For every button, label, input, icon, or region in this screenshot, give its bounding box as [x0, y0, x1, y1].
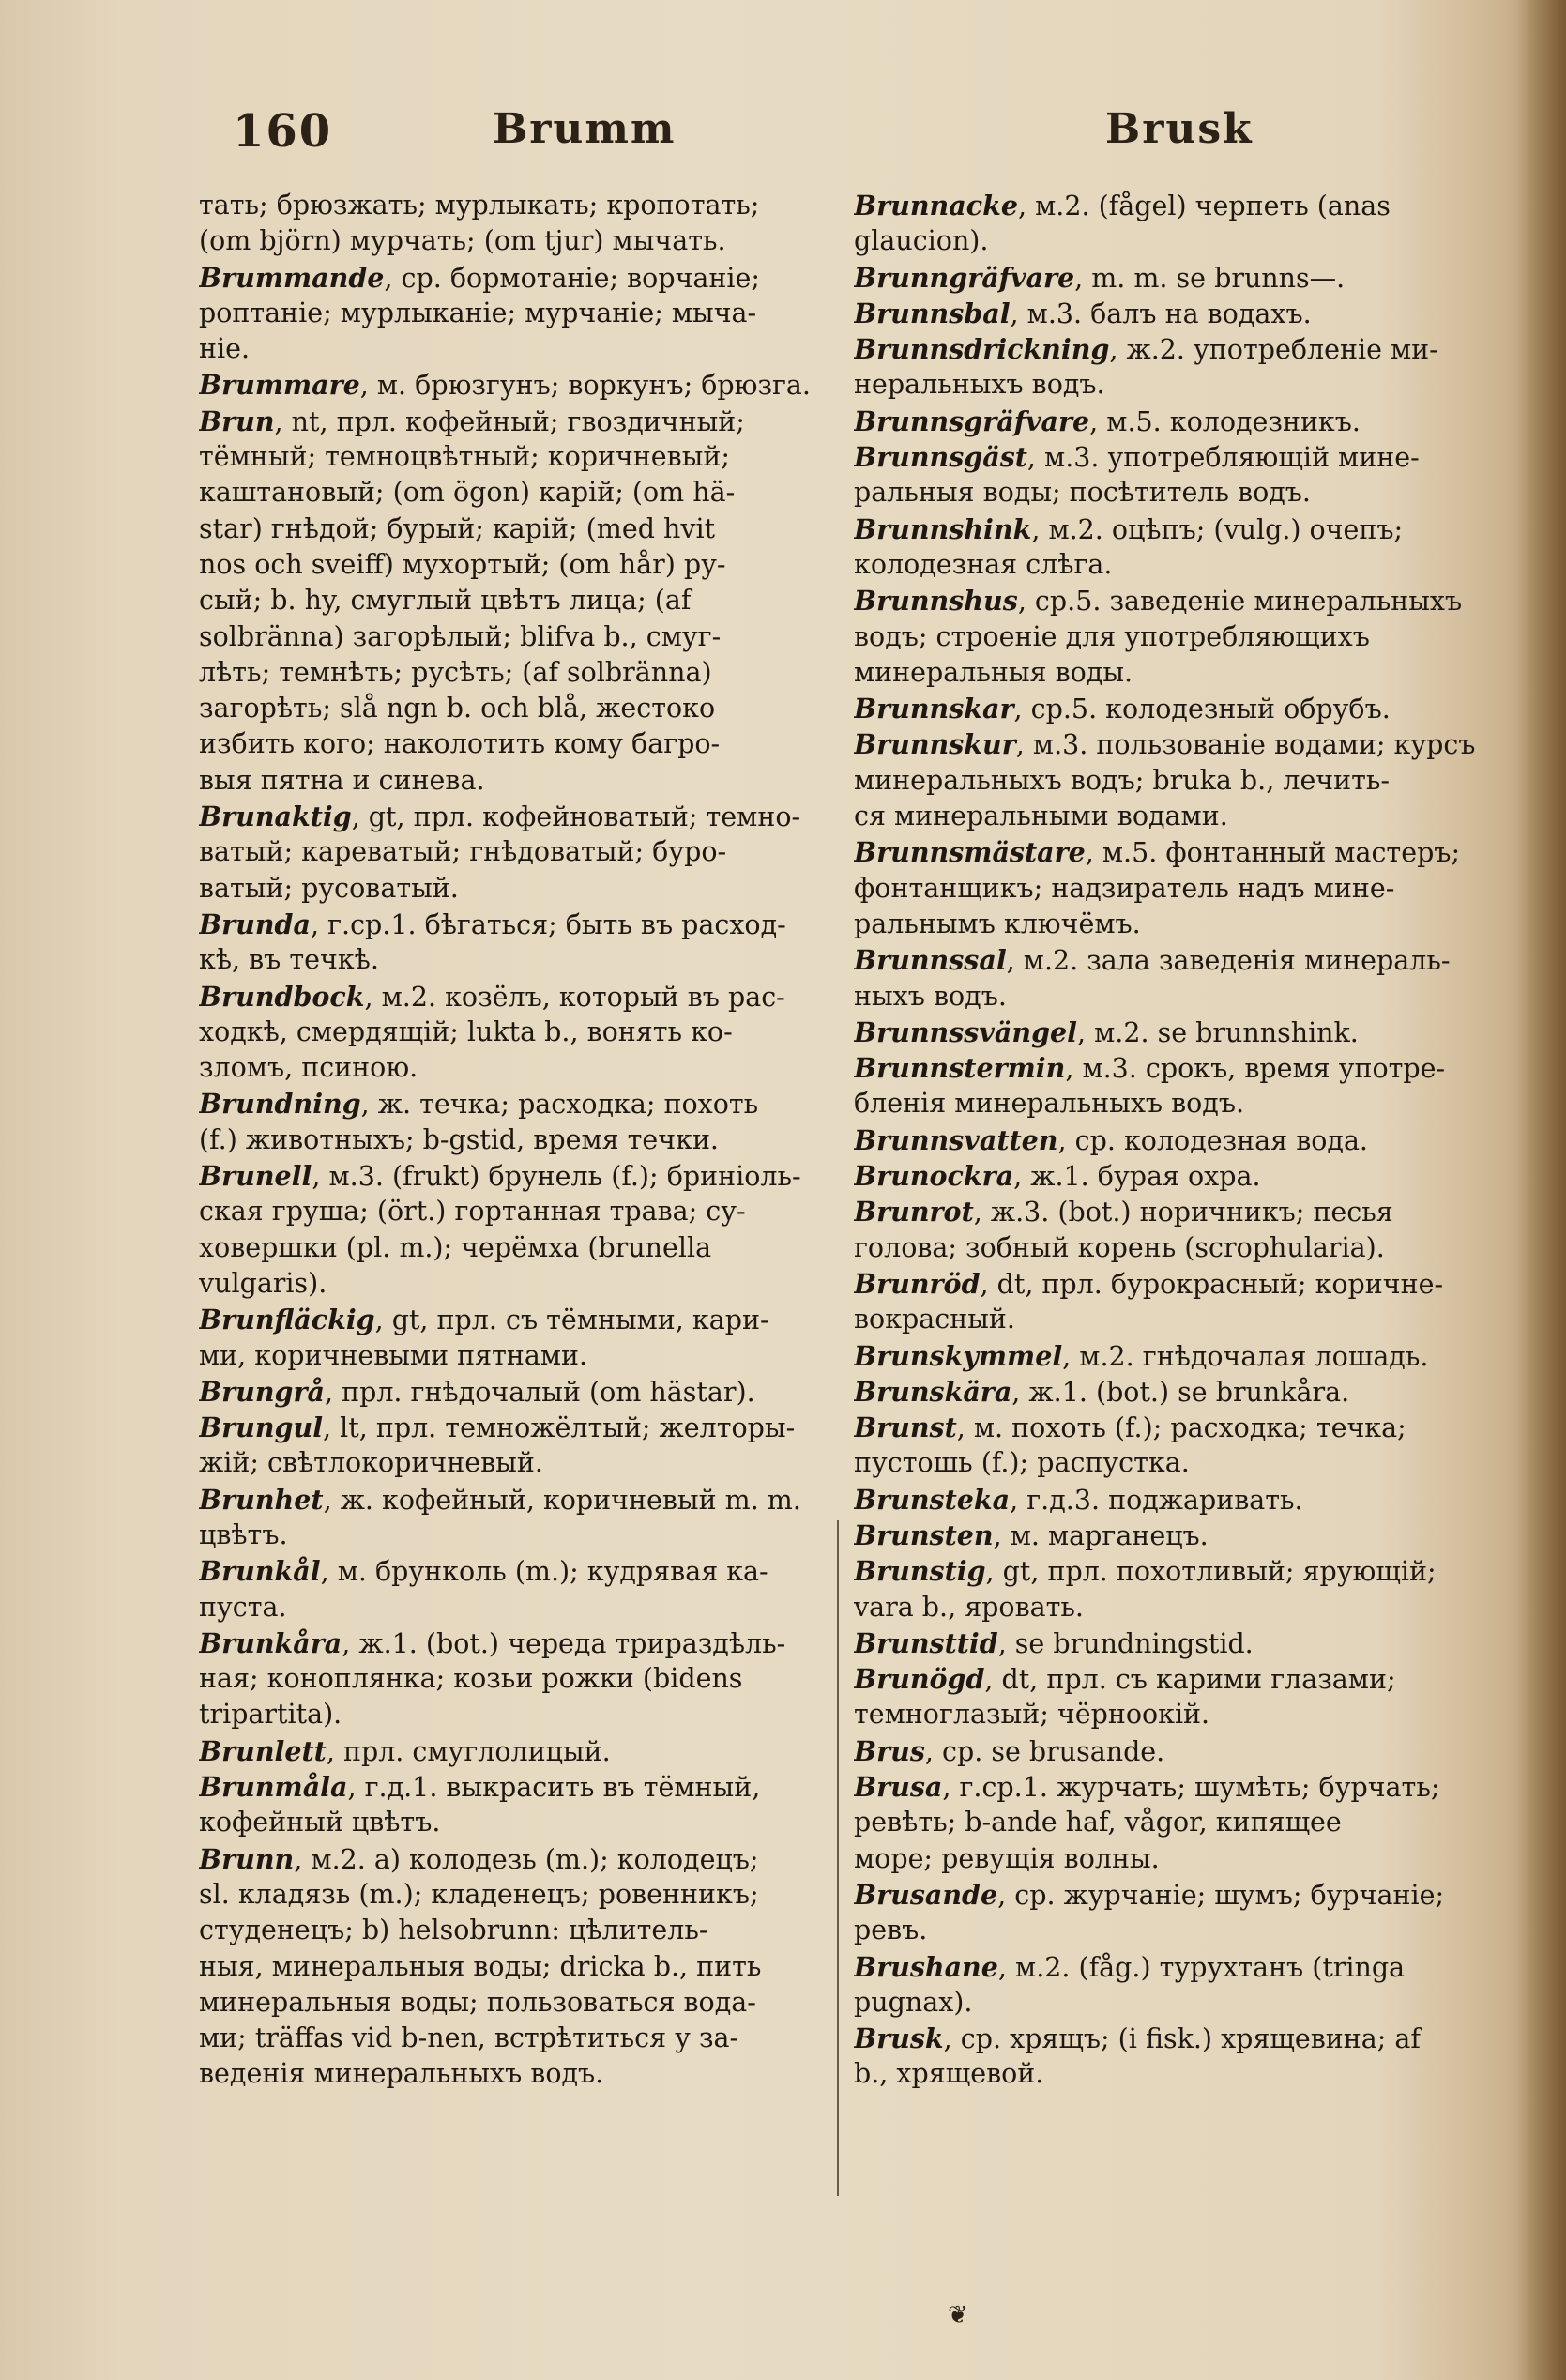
definition-text: , м.3. (frukt) брунель (f.); бриніоль-	[312, 1161, 801, 1193]
entry-line	[854, 871, 1492, 907]
definition-text: , ср. колодезная вода.	[1057, 1124, 1368, 1156]
headword: Brungrå	[199, 1375, 325, 1408]
left-column	[199, 188, 833, 2093]
definition-text: ми; träffas vid b-nen, встрѣтиться у за-	[199, 2022, 739, 2054]
definition-text: ральныя воды; посѣтитель водъ.	[854, 477, 1311, 509]
headword: Brungul	[199, 1411, 324, 1444]
entry-line	[854, 655, 1492, 691]
entry-line	[854, 1410, 1492, 1445]
entry-line	[854, 1661, 1492, 1697]
entry-line	[854, 188, 1492, 223]
entry-line	[854, 1841, 1492, 1877]
entry-line	[199, 547, 833, 583]
entry-line	[854, 1338, 1492, 1374]
left-guide-word: Brumm	[493, 105, 677, 153]
entry-line	[854, 1266, 1492, 1302]
entry-line	[854, 439, 1492, 475]
definition-text: кѣ, въ течкѣ.	[199, 944, 379, 976]
definition-text: пустошь (f.); распустка.	[854, 1447, 1190, 1479]
entry-line	[199, 331, 833, 367]
definition-text: ныхъ водъ.	[854, 980, 1007, 1012]
headword: Brunnskur	[854, 728, 1016, 761]
definition-text: , ср. бормотаніе; ворчаніе;	[384, 262, 760, 294]
headword: Brunn	[199, 1842, 295, 1875]
headword: Brunsttid	[854, 1626, 998, 1659]
definition-text: веденія минеральныхъ водъ.	[199, 2058, 604, 2090]
entry-line	[854, 223, 1492, 259]
definition-text: , м.5. колодезникъ.	[1089, 405, 1361, 437]
entry-line	[199, 942, 833, 978]
definition-text: , прл. гнѣдочалый (om hästar).	[324, 1376, 755, 1408]
definition-text: минеральныя воды; пользоваться вода-	[199, 1986, 756, 2018]
headword: Brunnsgräfvare	[854, 404, 1090, 437]
definition-text: ныя, минеральныя воды; dricka b., пить	[199, 1950, 762, 1982]
definition-text: , ж.1. бурая охра.	[1013, 1161, 1261, 1193]
entry-line	[199, 1949, 833, 1985]
definition-text: минеральныя воды.	[854, 656, 1133, 688]
entry-line	[854, 1697, 1492, 1732]
entry-line	[199, 979, 833, 1015]
entry-line	[854, 1122, 1492, 1158]
definition-text: , м.3. пользованіе водами; курсъ	[1015, 729, 1476, 761]
definition-text: каштановый; (om ögon) карій; (om hä-	[199, 477, 736, 509]
headword: Brunskära	[854, 1375, 1012, 1408]
entry-line	[854, 1302, 1492, 1337]
entry-line	[854, 1518, 1492, 1553]
definition-text: , gt, прл. кофейноватый; темно-	[351, 801, 801, 833]
headword: Brunnssvängel	[854, 1015, 1077, 1048]
headword: Brunmåla	[199, 1771, 348, 1804]
entry-line	[199, 1769, 833, 1805]
definition-text: ходкѣ, смердящій; lukta b., вонять ко-	[199, 1015, 733, 1047]
entry-line	[854, 260, 1492, 296]
entry-line	[854, 1949, 1492, 1985]
entry-line	[854, 1553, 1492, 1589]
definition-text: , lt, прл. темножёлтый; желторы-	[323, 1412, 796, 1444]
definition-text: , г.ср.1. бѣгаться; быть въ расход-	[310, 908, 786, 940]
entry-line	[199, 1625, 833, 1661]
definition-text: , ж.2. употребленіе ми-	[1109, 334, 1438, 366]
entry-line	[854, 1086, 1492, 1121]
entry-line	[199, 1230, 833, 1266]
definition-text: , м.5. фонтанный мастеръ;	[1085, 837, 1461, 869]
definition-text: , se brundningstid.	[997, 1627, 1254, 1659]
headword: Brunkål	[199, 1555, 321, 1588]
definition-text: , ср. журчаніе; шумъ; бурчаніе;	[997, 1879, 1445, 1911]
entry-line	[199, 439, 833, 475]
entry-line	[854, 296, 1492, 331]
definition-text: вокрасный.	[854, 1304, 1015, 1335]
entry-line	[199, 404, 833, 439]
column-divider	[837, 1520, 839, 2196]
entry-line	[199, 799, 833, 834]
entry-line	[199, 511, 833, 547]
entry-line	[854, 1733, 1492, 1769]
entry-line	[199, 1445, 833, 1481]
entry-line	[854, 1769, 1492, 1805]
definition-text: тёмный; темноцвѣтный; коричневый;	[199, 441, 730, 473]
definition-text: сый; b. hy, смуглый цвѣтъ лица; (af	[199, 585, 692, 617]
entry-line	[199, 296, 833, 331]
definition-text: студенецъ; b) helsobrunn: цѣлитель-	[199, 1915, 708, 1946]
definition-text: sl. кладязь (m.); кладенецъ; ровенникъ;	[199, 1878, 759, 1910]
entry-line	[854, 547, 1492, 583]
headword: Brundning	[199, 1088, 361, 1121]
entry-line	[854, 763, 1492, 799]
entry-line	[854, 1913, 1492, 1948]
definition-text: , м.2. (fåg.) турухтанъ (tringa	[997, 1951, 1406, 1983]
definition-text: ся минеральными водами.	[854, 801, 1228, 832]
definition-text: , г.д.3. поджаривать.	[1010, 1484, 1303, 1516]
definition-text: , м.2. козёлъ, который въ рас-	[364, 981, 785, 1013]
definition-text: неральныхъ водъ.	[854, 369, 1105, 401]
definition-text: , м.2. гнѣдочалая лошадь.	[1062, 1340, 1429, 1372]
entry-line	[199, 1841, 833, 1877]
entry-line	[854, 1482, 1492, 1518]
definition-text: , ср. хрящъ; (i fisk.) хрящевина; af	[943, 2023, 1421, 2055]
headword: Brus	[854, 1734, 925, 1767]
headword: Brunell	[199, 1160, 312, 1193]
entry-line	[854, 1158, 1492, 1194]
definition-text: , г.ср.1. журчать; шумѣть; бурчать;	[942, 1772, 1440, 1804]
entry-line	[854, 1877, 1492, 1913]
definition-text: зломъ, псиною.	[199, 1052, 418, 1084]
definition-text: водъ; строеніе для употребляющихъ	[854, 620, 1370, 652]
definition-text: , м.2. se brunnshink.	[1077, 1016, 1359, 1048]
headword: Brunsten	[854, 1518, 994, 1551]
definition-text: , м. марганецъ.	[993, 1519, 1209, 1551]
headword: Brunst	[854, 1411, 957, 1444]
headword: Brunlett	[199, 1734, 327, 1767]
definition-text: минеральныхъ водъ; bruka b., лечить-	[854, 764, 1391, 796]
definition-text: glaucion).	[854, 225, 989, 257]
definition-text: избить кого; наколотить кому багро-	[199, 728, 721, 760]
definition-text: ховершки (pl. m.); черёмха (brunella	[199, 1231, 712, 1263]
entry-line	[199, 367, 833, 403]
definition-text: кофейный цвѣтъ.	[199, 1807, 441, 1838]
definition-text: , nt, прл. кофейный; гвоздичный;	[274, 405, 745, 437]
definition-text: solbränna) загорѣлый; blifva b., смуг-	[199, 620, 722, 652]
headword: Brundbock	[199, 980, 365, 1013]
footer-ornament: ❦	[948, 2301, 968, 2329]
headword: Brunnssal	[854, 944, 1007, 977]
entry-line	[854, 907, 1492, 942]
entry-line	[854, 1805, 1492, 1840]
headword: Brunnacke	[854, 190, 1018, 221]
definition-text: загорѣть; slå ngn b. och blå, жестоко	[199, 693, 716, 725]
entry-line	[199, 1553, 833, 1589]
entry-line	[199, 475, 833, 511]
entry-line	[199, 1015, 833, 1050]
entry-line	[199, 726, 833, 762]
definition-text: роптаніе; мурлыканіе; мурчаніе; мыча-	[199, 297, 757, 328]
definition-text: ская груша; (ört.) гортанная трава; су-	[199, 1196, 746, 1228]
entry-line	[199, 834, 833, 870]
page-edge-shadow	[1517, 0, 1566, 2380]
definition-text: ватый; кареватый; гнѣдоватый; буро-	[199, 836, 727, 868]
entry-line	[199, 907, 833, 942]
definition-text: (om björn) мурчать; (om tjur) мычать.	[199, 225, 726, 257]
headword: Brushane	[854, 1950, 998, 1983]
definition-text: , м.2. оцѣпъ; (vulg.) очепъ;	[1031, 513, 1404, 545]
entry-line	[199, 1122, 833, 1158]
right-column	[854, 188, 1492, 2093]
entry-line	[199, 691, 833, 726]
definition-text: nos och sveiff) мухортый; (om hår) ру-	[199, 548, 726, 580]
headword: Brunnsmästare	[854, 836, 1086, 869]
headword: Brunröd	[854, 1267, 981, 1300]
definition-text: , м.2. (fågel) черпеть (anas	[1017, 191, 1391, 221]
headword: Brunstig	[854, 1555, 986, 1588]
definition-text: , м.2. зала заведенія минераль-	[1006, 945, 1451, 977]
definition-text: vara b., яровать.	[854, 1591, 1084, 1623]
headword: Brunkåra	[199, 1626, 342, 1659]
definition-text: tripartita).	[199, 1699, 342, 1731]
definition-text: темноглазый; чёрноокій.	[854, 1699, 1210, 1731]
entry-line	[854, 799, 1492, 834]
definition-text: море; ревущія волны.	[854, 1842, 1160, 1874]
entry-line	[199, 1410, 833, 1445]
entry-line	[854, 2056, 1492, 2092]
entry-line	[199, 583, 833, 618]
entry-line	[854, 1985, 1492, 2021]
entry-line	[199, 1374, 833, 1410]
right-guide-word: Brusk	[1105, 105, 1254, 153]
definition-text: ревъ.	[854, 1915, 928, 1946]
headword: Brunhet	[199, 1483, 324, 1516]
headword: Brun	[199, 404, 275, 437]
entry-line	[854, 1230, 1492, 1266]
entry-line	[854, 2021, 1492, 2056]
entry-line	[199, 1518, 833, 1553]
definition-text: , ж. кофейный, коричневый m. m.	[323, 1484, 801, 1516]
definition-text: star) гнѣдой; бурый; карій; (med hvit	[199, 512, 716, 544]
definition-text: ральнымъ ключёмъ.	[854, 908, 1141, 939]
definition-text: , м.3. употребляющій мине-	[1026, 442, 1420, 474]
headword: Brunockra	[854, 1160, 1014, 1193]
entry-line	[199, 1877, 833, 1913]
entry-line	[854, 1194, 1492, 1229]
entry-line	[854, 367, 1492, 403]
definition-text: , dt, прл. бурокрасный; коричне-	[980, 1268, 1444, 1300]
entry-line	[854, 691, 1492, 726]
definition-text: , ср.5. заведеніе минеральныхъ	[1017, 586, 1463, 618]
entry-line	[199, 1266, 833, 1302]
entry-line	[199, 223, 833, 259]
headword: Brunda	[199, 908, 311, 940]
entry-line	[854, 619, 1492, 655]
definition-text: ревѣть; b-ande haf, vågor, кипящее	[854, 1807, 1342, 1838]
entry-line	[199, 1086, 833, 1121]
entry-line	[199, 188, 833, 223]
definition-text: бленія минеральныхъ водъ.	[854, 1088, 1245, 1120]
headword: Brunnsbal	[854, 297, 1011, 329]
headword: Brunnshus	[854, 585, 1018, 618]
entry-line	[199, 1733, 833, 1769]
headword: Brunnshink	[854, 512, 1032, 545]
entry-line	[199, 1158, 833, 1194]
definition-text: b., хрящевой.	[854, 2058, 1044, 2090]
headword: Brunskymmel	[854, 1339, 1063, 1372]
definition-text: ми, коричневыми пятнами.	[199, 1339, 588, 1371]
definition-text: жій; свѣтлокоричневый.	[199, 1447, 543, 1479]
entry-line	[854, 331, 1492, 367]
definition-text: , г.д.1. выкрасить въ тёмный,	[347, 1772, 761, 1804]
entry-line	[854, 1445, 1492, 1481]
entry-line	[199, 1805, 833, 1840]
definition-text: фонтанщикъ; надзиратель надъ мине-	[854, 872, 1395, 904]
headword: Brunsteka	[854, 1483, 1011, 1516]
definition-text: колодезная слѣга.	[854, 548, 1113, 580]
definition-text: (f.) животныхъ; b-gstid, время течки.	[199, 1123, 719, 1155]
entry-line	[199, 1482, 833, 1518]
definition-text: , dt, прл. съ карими глазами;	[984, 1664, 1396, 1696]
headword: Brummare	[199, 369, 360, 402]
definition-text: , ср.5. колодезный обрубъ.	[1013, 694, 1391, 725]
entry-line	[854, 475, 1492, 511]
entry-line	[854, 1625, 1492, 1661]
headword: Brunnskar	[854, 693, 1014, 725]
definition-text: пуста.	[199, 1591, 287, 1623]
entry-line	[199, 1985, 833, 2021]
definition-text: , м.2. a) колодезь (m.); колодецъ;	[294, 1843, 759, 1875]
definition-text: цвѣтъ.	[199, 1518, 288, 1550]
definition-text: , прл. смуглолицый.	[326, 1735, 611, 1767]
entry-line	[854, 404, 1492, 439]
definition-text: , м. брунколь (m.); кудрявая ка-	[320, 1556, 768, 1588]
headword: Brunfläckig	[199, 1304, 375, 1336]
entry-line	[199, 1913, 833, 1948]
entry-line	[199, 619, 833, 655]
definition-text: голова; зобный корень (scrophularia).	[854, 1231, 1385, 1263]
entry-line	[854, 942, 1492, 978]
entry-line	[199, 871, 833, 907]
headword: Brusande	[854, 1878, 998, 1911]
entry-line	[854, 726, 1492, 762]
definition-text: ватый; русоватый.	[199, 872, 459, 904]
definition-text: , m. m. se brunns—.	[1074, 262, 1346, 294]
definition-text: лѣть; темнѣть; русѣть; (af solbränna)	[199, 656, 712, 688]
definition-text: , м. брюзгунъ; воркунъ; брюзга.	[359, 370, 811, 402]
headword: Brusa	[854, 1771, 943, 1804]
definition-text: , м.3. балъ на водахъ.	[1010, 298, 1312, 329]
definition-text: , gt, прл. съ тёмными, кари-	[374, 1304, 769, 1336]
headword: Brunnstermin	[854, 1052, 1066, 1085]
entry-line	[199, 1697, 833, 1732]
entry-line	[854, 511, 1492, 547]
definition-text: , ж.1. (bot.) se brunkåra.	[1011, 1376, 1350, 1408]
entry-line	[199, 2056, 833, 2092]
headword: Brunngräfvare	[854, 261, 1075, 294]
entry-line	[854, 1050, 1492, 1086]
definition-text: vulgaris).	[199, 1267, 327, 1299]
definition-text: ніе.	[199, 333, 251, 365]
entry-line	[199, 260, 833, 296]
entry-line	[854, 1590, 1492, 1625]
entry-line	[854, 979, 1492, 1015]
entry-line	[854, 834, 1492, 870]
entry-line	[199, 1338, 833, 1374]
entry-line	[199, 2021, 833, 2056]
definition-text: , м. похоть (f.); расходка; течка;	[956, 1412, 1406, 1444]
definition-text: , м.3. срокъ, время употре-	[1065, 1053, 1446, 1085]
definition-text: pugnax).	[854, 1986, 973, 2018]
headword: Brunnsvatten	[854, 1123, 1058, 1156]
entry-line	[199, 1302, 833, 1337]
headword: Brummande	[199, 261, 385, 294]
definition-text: , ж. течка; расходка; похоть	[360, 1089, 759, 1121]
definition-text: , ж.3. (bot.) норичникъ; песья	[973, 1197, 1393, 1228]
definition-text: выя пятна и синева.	[199, 764, 485, 796]
page-number: 160	[233, 105, 333, 158]
entry-line	[854, 583, 1492, 618]
entry-line	[199, 655, 833, 691]
entry-line	[199, 1590, 833, 1625]
headword: Brunrot	[854, 1196, 974, 1228]
headword: Brunnsdrickning	[854, 333, 1110, 366]
headword: Brunnsgäst	[854, 441, 1027, 474]
definition-text: , gt, прл. похотливый; ярующій;	[985, 1556, 1437, 1588]
entry-line	[854, 1015, 1492, 1050]
entry-line	[199, 1661, 833, 1697]
definition-text: , ср. se brusande.	[924, 1735, 1165, 1767]
headword: Brunaktig	[199, 801, 352, 833]
headword: Brunögd	[854, 1663, 985, 1696]
headword: Brusk	[854, 2022, 944, 2055]
definition-text: , ж.1. (bot.) череда трираздѣль-	[342, 1627, 786, 1659]
definition-text: ная; коноплянка; козьи рожки (bidens	[199, 1663, 743, 1695]
definition-text: тать; брюзжать; мурлыкать; кропотать;	[199, 190, 760, 221]
entry-line	[199, 1050, 833, 1086]
entry-line	[854, 1374, 1492, 1410]
entry-line	[199, 763, 833, 799]
entry-line	[199, 1194, 833, 1229]
